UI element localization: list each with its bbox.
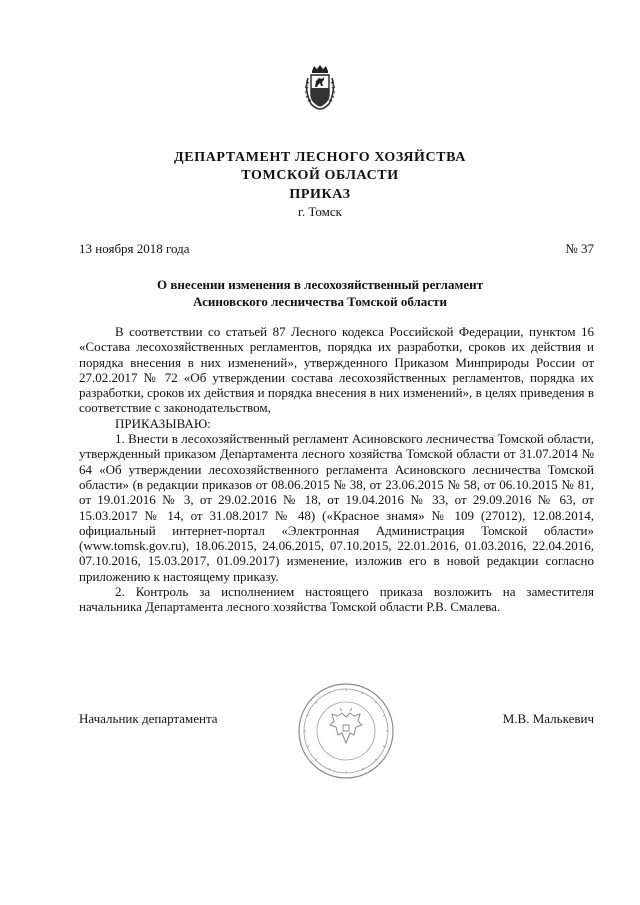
document-type: ПРИКАЗ (289, 187, 351, 202)
subject-line1: О внесении изменения в лесохозяйственный регламент (157, 277, 483, 292)
order-subject (0, 276, 640, 310)
city: г. Томск (298, 204, 342, 219)
date-number-line (79, 241, 594, 257)
order-number: № 37 (565, 241, 594, 256)
subject-line2: Асиновского лесничества Томской области (193, 294, 447, 309)
order-date: 13 ноября 2018 года (79, 241, 190, 256)
order-body (79, 324, 594, 615)
signatory-position: Начальник департамента (79, 711, 218, 726)
order-word: ПРИКАЗЫВАЮ: (115, 415, 211, 431)
official-seal-icon (296, 681, 396, 781)
department-name-line1: ДЕПАРТАМЕНТ ЛЕСНОГО ХОЗЯЙСТВА (174, 150, 466, 165)
item-2-paragraph: 2. Контроль за исполнением настоящего приказа возложить на заместителя начальника Департамента лесного хозяйства Томской области Р.В. Смалева. (79, 584, 594, 615)
preamble-paragraph: В соответствии со статьей 87 Лесного кодекса Российской Федерации, пунктом 16 «Состава лесохозяйственных регламентов, порядка их разработки, сроков их действия и порядка внесения в них изменений», утвержденного Приказом Минприроды России от 27.02.2017 № 72 «Об утверждении состава лесохозяйственных регламентов, порядка их разработки, сроков их действия и порядка внесения в них изменений», в целях приведения в соответствие с законодательством, (79, 324, 594, 416)
coat-of-arms-icon (302, 64, 338, 112)
department-name-line2: ТОМСКОЙ ОБЛАСТИ (241, 168, 399, 183)
item-1-paragraph: 1. Внести в лесохозяйственный регламент Асиновского лесничества Томской области, утвержденный приказом Департамента лесного хозяйства Томской области от 31.07.2014 № 64 «Об утверждении лесохозяйственного регламента Асиновского лесничества Томской области» (в редакции приказов от 08.06.2015 № 38, от 23.06.2015 № 58, от 06.10.2015 № 81, от 19.01.2016 № 3, от 29.02.2016 № 18, от 19.04.2016 № 33, от 29.09.2016 № 63, от 15.03.2017 № 14, от 31.08.2017 № 48) («Красное знамя» № 109 (27012), 12.08.2014, официальный интернет-портал «Электронная Администрация Томской области» (www.tomsk.gov.ru), 18.06.2015, 24.06.2015, 07.10.2015, 22.01.2016, 01.03.2016, 22.04.2016, 07.10.2016, 15.03.2017, 01.09.2017) изменение, изложив его в новой редакции согласно приложению к настоящему приказу. (79, 431, 594, 584)
signatory-name: М.В. Малькевич (502, 711, 594, 726)
